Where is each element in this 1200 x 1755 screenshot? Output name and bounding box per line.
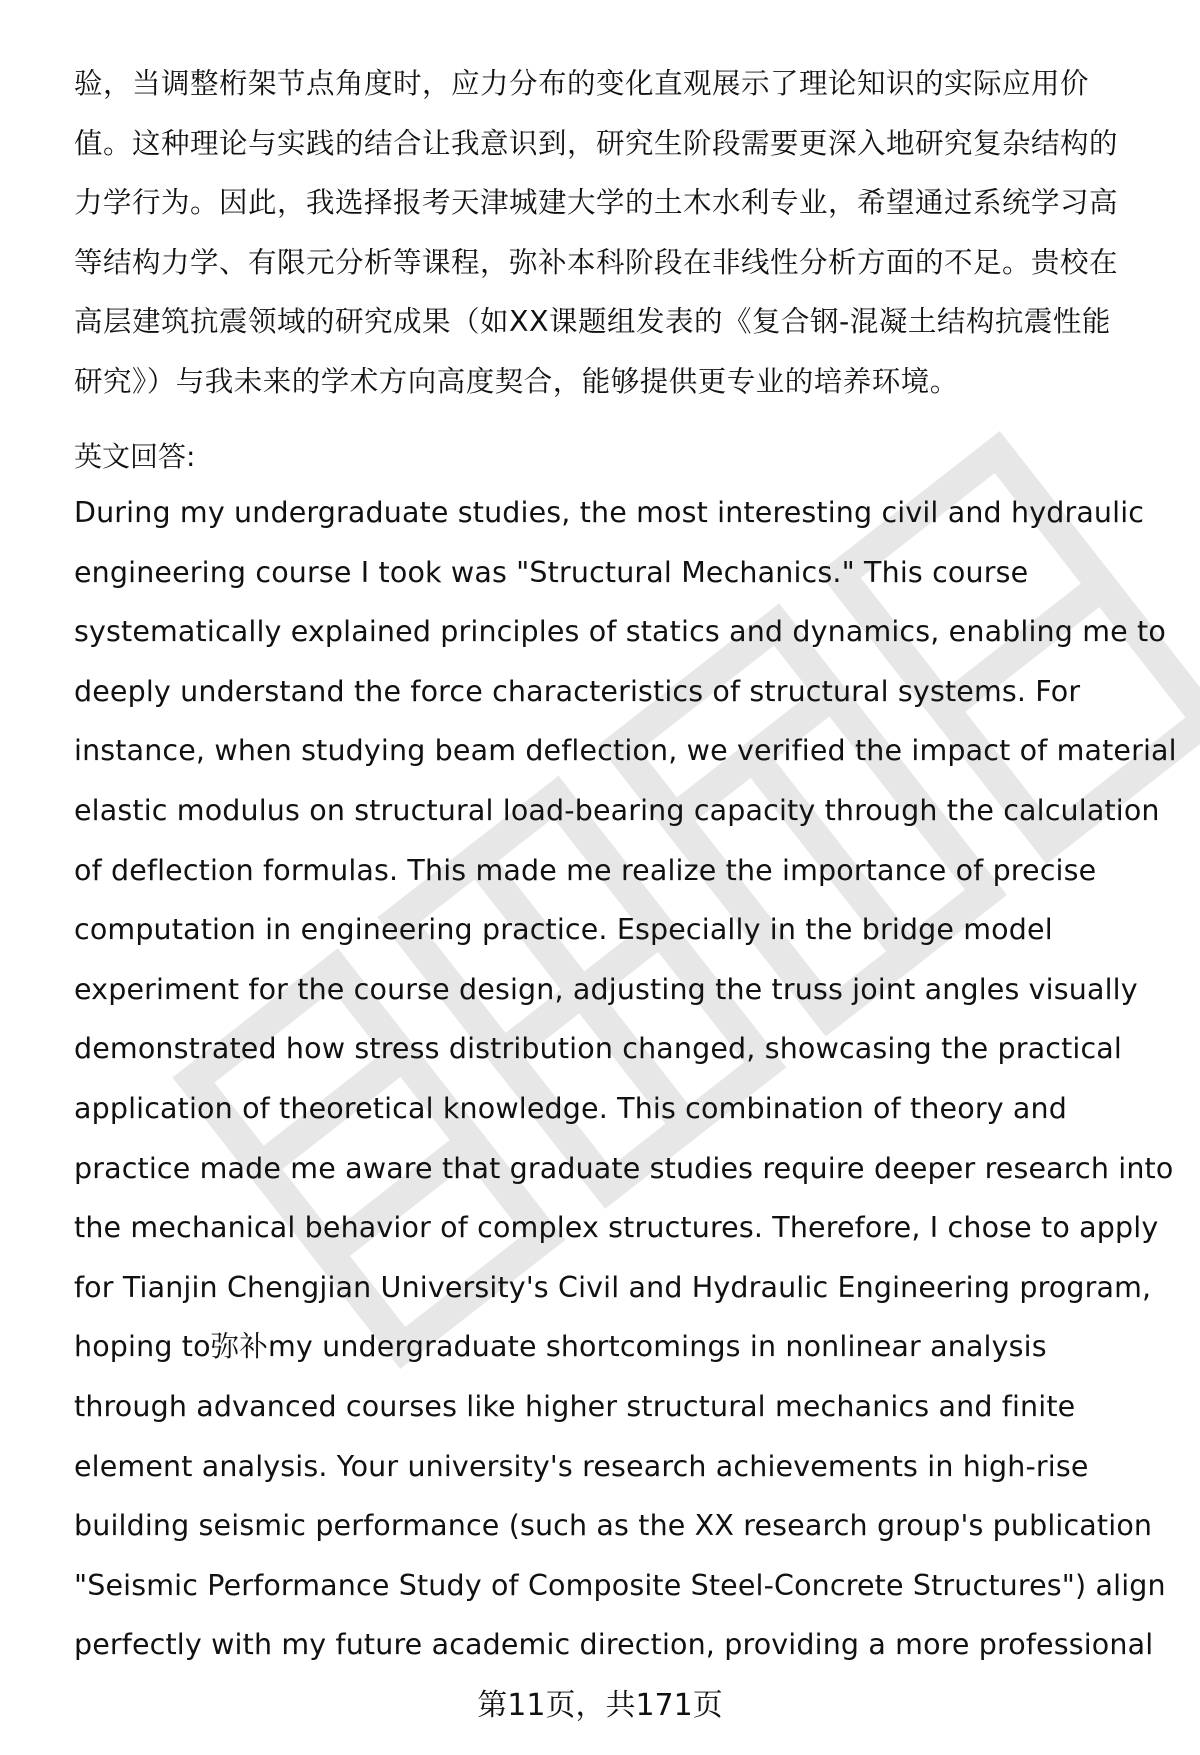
en-line: computation in engineering practice. Especially in the bridge model	[74, 913, 1053, 947]
en-line: demonstrated how stress distribution changed, showcasing the practical	[74, 1032, 1122, 1066]
en-line: "Seismic Performance Study of Composite Steel-Concrete Structures") align	[74, 1568, 1166, 1602]
zh-line: 力学行为。因此，我选择报考天津城建大学的土木水利专业，希望通过系统学习高	[74, 186, 1119, 219]
en-line: instance, when studying beam deflection, we verified the impact of material	[74, 734, 1177, 768]
page-content	[74, 54, 1177, 1675]
zh-line: 高层建筑抗震领域的研究成果（如XX课题组发表的《复合钢-混凝土结构抗震性能	[74, 305, 1111, 338]
en-line: application of theoretical knowledge. This combination of theory and	[74, 1091, 1067, 1125]
page-number: 第11页，共171页	[477, 1688, 723, 1723]
en-line: engineering course I took was "Structural Mechanics." This course	[74, 555, 1029, 589]
en-line: for Tianjin Chengjian University's Civil and Hydraulic Engineering program,	[74, 1270, 1152, 1304]
en-line: through advanced courses like higher structural mechanics and finite	[74, 1389, 1076, 1423]
en-line: hoping to弥补my undergraduate shortcomings in nonlinear analysis	[74, 1330, 1047, 1364]
english-answer-heading: 英文回答:	[74, 440, 196, 473]
en-line: deeply understand the force characteristics of structural systems. For	[74, 674, 1081, 708]
english-answer	[74, 483, 1177, 1675]
zh-line: 等结构力学、有限元分析等课程，弥补本科阶段在非线性分析方面的不足。贵校在	[74, 245, 1119, 279]
chinese-answer	[74, 54, 1149, 411]
en-line: perfectly with my future academic direction, providing a more professional	[74, 1628, 1154, 1662]
zh-line: 值。这种理论与实践的结合让我意识到，研究生阶段需要更深入地研究复杂结构的	[74, 126, 1119, 160]
en-line: experiment for the course design, adjusting the truss joint angles visually	[74, 972, 1138, 1006]
en-line: element analysis. Your university's research achievements in high-rise	[74, 1449, 1089, 1483]
en-line: of deflection formulas. This made me realize the importance of precise	[74, 853, 1097, 887]
en-line: During my undergraduate studies, the most interesting civil and hydraulic	[74, 496, 1145, 529]
en-line: elastic modulus on structural load-bearing capacity through the calculation	[74, 793, 1160, 827]
zh-line: 验，当调整桁架节点角度时，应力分布的变化直观展示了理论知识的实际应用价	[74, 67, 1090, 100]
en-line: systematically explained principles of statics and dynamics, enabling me to	[74, 615, 1166, 649]
en-line: building seismic performance (such as the XX research group's publication	[74, 1509, 1153, 1543]
en-line: practice made me aware that graduate studies require deeper research into	[74, 1151, 1174, 1185]
zh-line: 研究》）与我未来的学术方向高度契合，能够提供更专业的培养环境。	[74, 364, 959, 398]
en-line: the mechanical behavior of complex structures. Therefore, I chose to apply	[74, 1211, 1159, 1245]
